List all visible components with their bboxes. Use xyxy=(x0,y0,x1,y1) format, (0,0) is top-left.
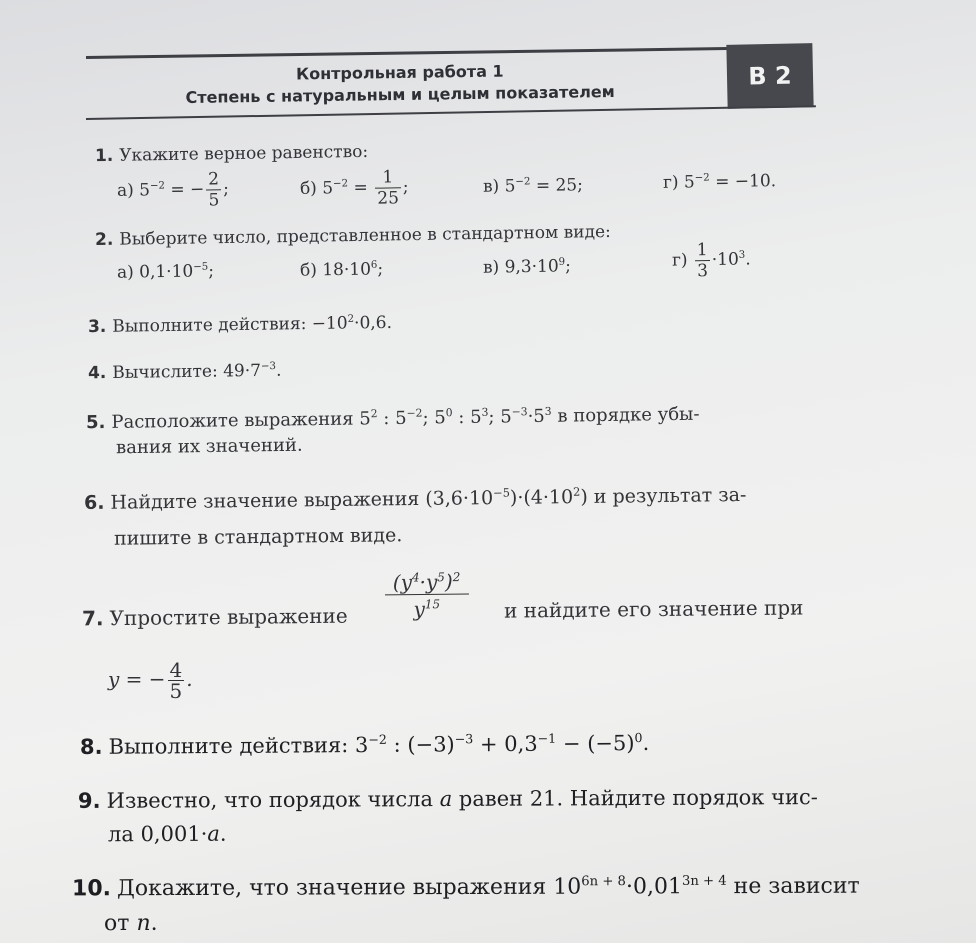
question-number: 5. xyxy=(85,412,106,434)
option-text: б) 18·10 xyxy=(299,259,372,281)
exponent: 4 xyxy=(411,570,420,585)
question-text: равен 21. Найдите порядок чис- xyxy=(452,785,818,811)
option-text: = xyxy=(347,177,374,199)
fraction xyxy=(695,240,710,281)
exponent: −3 xyxy=(454,731,474,747)
exponent: 2 xyxy=(347,313,355,325)
numerator: 4 xyxy=(169,658,183,682)
exponent: 15 xyxy=(424,597,441,612)
expr-part: y xyxy=(413,597,426,622)
question-text: Выберите число, представленное в стандартном виде: xyxy=(119,221,611,250)
q1-option-b xyxy=(300,167,409,210)
option-text: = 25; xyxy=(530,175,584,197)
exponent: −2 xyxy=(694,172,710,184)
option-text: ; xyxy=(402,177,409,198)
question-text: ) и результат за- xyxy=(580,483,747,508)
question-text: + 0,3 xyxy=(473,731,538,757)
option-text: ; xyxy=(208,261,215,282)
question-text: ·0,6. xyxy=(353,312,393,334)
question-10 xyxy=(71,873,860,902)
question-4 xyxy=(88,360,282,385)
denominator: 25 xyxy=(377,188,400,209)
question-text: ·0,01 xyxy=(625,874,682,900)
question-number: 8. xyxy=(79,734,103,759)
exponent: −5 xyxy=(193,261,209,273)
question-7-tail: и найдите его значение при xyxy=(503,595,804,623)
exponent: −1 xyxy=(537,730,557,746)
question-7 xyxy=(82,605,348,630)
question-number: 2. xyxy=(94,229,114,251)
q2-option-v xyxy=(483,256,571,277)
question-text: . xyxy=(150,910,158,936)
question-3 xyxy=(88,312,392,338)
question-5 xyxy=(86,404,700,435)
exponent: 5 xyxy=(437,570,445,585)
variant-badge: В 2 xyxy=(726,43,813,109)
question-number: 3. xyxy=(87,316,107,338)
variable: n xyxy=(136,910,151,936)
question-number: 7. xyxy=(81,606,104,631)
question-text: Вычислите: 49·7 xyxy=(112,360,262,384)
question-text: ; 5 xyxy=(422,407,446,429)
question-text: Выполните действия: −10 xyxy=(112,313,348,337)
question-number: 9. xyxy=(77,788,101,813)
exponent: 6n + 8 xyxy=(581,874,626,890)
question-text: в порядке убы- xyxy=(551,403,700,427)
question-text: . xyxy=(642,731,650,756)
question-text: Укажите верное равенство: xyxy=(119,141,369,166)
q1-option-v xyxy=(483,175,583,197)
denominator xyxy=(385,595,469,620)
option-text: а) 0,1·10 xyxy=(116,261,194,283)
option-text: = − xyxy=(164,179,205,201)
fraction xyxy=(206,169,221,210)
question-number: 10. xyxy=(71,876,112,902)
q2-option-g xyxy=(672,239,751,281)
question-6 xyxy=(84,484,747,514)
question-text: : 5 xyxy=(377,407,407,430)
variable: a xyxy=(207,821,220,846)
exponent: 9 xyxy=(558,256,566,268)
q2-option-b xyxy=(300,259,383,280)
option-text: = −10. xyxy=(709,171,777,193)
question-9-line-2 xyxy=(108,823,227,846)
q2-option-a xyxy=(117,261,214,283)
question-text: от xyxy=(103,910,137,937)
q1-option-g xyxy=(663,171,776,193)
question-5-line-2: вания их значений. xyxy=(115,434,303,459)
question-2 xyxy=(95,221,611,251)
option-text: в) 9,3·10 xyxy=(482,256,559,278)
question-text: )·(4·10 xyxy=(509,486,574,509)
option-text: ; xyxy=(377,259,384,280)
expr-part: y = − xyxy=(108,667,166,691)
exponent: −2 xyxy=(332,178,349,190)
question-10-line-2 xyxy=(103,910,158,937)
expr-part: (y xyxy=(392,570,413,595)
exponent: 2 xyxy=(572,484,581,499)
expr-part: ·y xyxy=(419,569,438,595)
question-text: : 5 xyxy=(452,406,482,429)
header-title: Контрольная работа 1 xyxy=(295,61,504,84)
question-text: Известно, что порядок числа xyxy=(106,787,440,813)
denominator: 5 xyxy=(208,190,220,211)
fraction xyxy=(168,660,185,701)
exponent: −2 xyxy=(515,176,531,188)
exponent: −3 xyxy=(260,361,277,373)
question-text: . xyxy=(275,360,282,381)
question-text: не зависит xyxy=(726,873,860,900)
option-text: г) xyxy=(671,250,694,271)
denominator: 5 xyxy=(169,679,183,703)
question-number: 4. xyxy=(87,363,107,384)
question-text: Расположите выражения 5 xyxy=(111,408,371,433)
denominator: 3 xyxy=(696,261,709,282)
exponent: −2 xyxy=(406,406,423,420)
fraction xyxy=(385,569,469,622)
question-6-line-2: пишите в стандартном виде. xyxy=(113,524,403,550)
question-number: 6. xyxy=(83,491,105,515)
question-text: Выполните действия: 3 xyxy=(108,732,369,759)
question-text: ·5 xyxy=(527,405,545,428)
exponent: 2 xyxy=(452,569,461,585)
question-text: ла 0,001· xyxy=(107,821,208,847)
numerator: 1 xyxy=(695,240,710,261)
exponent: −2 xyxy=(149,180,166,192)
fraction xyxy=(375,167,401,208)
question-text: Найдите значение выражения (3,6·10 xyxy=(110,487,494,514)
exponent: 2 xyxy=(370,407,378,421)
exponent: 6 xyxy=(370,259,378,271)
exponent: 0 xyxy=(445,406,453,420)
exponent: −5 xyxy=(493,485,510,500)
exponent: 3n + 4 xyxy=(681,873,727,889)
question-text: − (−5) xyxy=(556,731,635,756)
exponent: 3 xyxy=(738,249,746,261)
question-number: 1. xyxy=(94,145,114,167)
question-text: Упростите выражение xyxy=(109,603,348,631)
option-text: ; xyxy=(565,256,572,277)
option-text: б) 5 xyxy=(299,178,334,199)
option-text: в) 5 xyxy=(482,176,516,197)
variable: a xyxy=(439,786,453,812)
expr-part: . xyxy=(186,667,193,691)
option-text: а) 5 xyxy=(116,180,151,201)
header-title-block xyxy=(140,58,661,109)
q1-option-a xyxy=(117,169,230,212)
numerator: 2 xyxy=(206,169,221,190)
question-9 xyxy=(78,786,818,812)
exponent: −2 xyxy=(368,731,387,747)
option-text: . xyxy=(745,249,751,270)
exponent: 3 xyxy=(544,404,552,418)
option-text: г) 5 xyxy=(662,172,695,193)
question-text: ; 5 xyxy=(488,406,512,428)
expr-part: ) xyxy=(444,569,453,594)
exponent: 0 xyxy=(634,730,643,746)
option-text: ·10 xyxy=(711,249,739,270)
header-top-rule xyxy=(86,47,736,59)
numerator: 1 xyxy=(375,167,401,188)
q7-value xyxy=(108,660,193,701)
numerator xyxy=(385,569,469,596)
question-text: : (−3) xyxy=(386,732,455,757)
option-text: ; xyxy=(222,179,230,200)
exponent: 3 xyxy=(481,405,489,419)
exponent: −3 xyxy=(511,405,528,419)
header-subtitle: Степень с натуральным и целым показателем xyxy=(185,82,615,107)
question-1 xyxy=(95,141,368,167)
q7-expression xyxy=(383,569,471,622)
question-text: . xyxy=(219,821,227,846)
question-8 xyxy=(80,732,649,758)
question-text: Докажите, что значение выражения 10 xyxy=(116,874,582,902)
